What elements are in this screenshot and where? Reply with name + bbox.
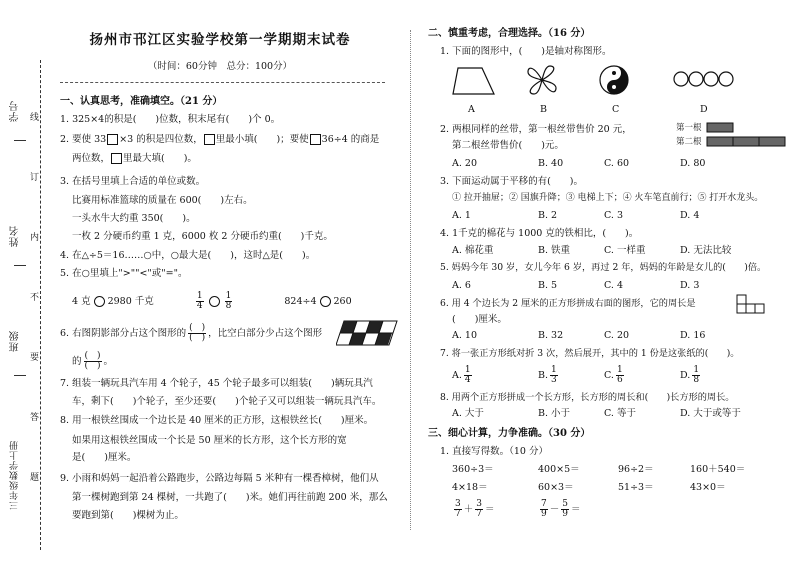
- calc-item: 51÷3＝: [618, 482, 654, 493]
- question-r8: 8. 用两个正方形拼成一个长方形，长方形的周长和( )长方形的周长。: [440, 392, 735, 403]
- r5-option-b: B. 5: [538, 280, 558, 291]
- calc-item: 96÷2＝: [618, 464, 654, 475]
- r8-option-d: D. 大于或等于: [680, 408, 741, 419]
- r2-option-c: C. 60: [604, 158, 630, 169]
- grade-label: 三年级数学上册: [10, 440, 20, 510]
- question-9: 9. 小雨和妈妈一起沿着公路跑步，公路边每隔 5 米种有一棵香樟树，他们从: [60, 473, 379, 484]
- question-6: 6. 右图阴影部分占这个图形的 $\frac{( )}{( )}$ ，比空白部分少占这个图形: [60, 323, 323, 343]
- fraction: $\frac{1}{8}$: [225, 291, 232, 311]
- section-2-heading: 二、慎重考虑，合理选择。（16 分）: [428, 28, 591, 39]
- r7-option-d: D. $\frac{1}{8}$: [680, 365, 700, 385]
- question-8-cont: 如果用这根铁丝围成一个长是 50 厘米的长方形，这个长方形的宽: [72, 435, 347, 446]
- r2-option-d: D. 80: [680, 158, 706, 169]
- yin-yang-figure: [598, 64, 630, 96]
- r7-option-a: A. $\frac{1}{4}$: [452, 365, 471, 385]
- seal-char: 订: [30, 173, 40, 183]
- section-3-heading: 三、细心计算，力争准确。（30 分）: [428, 428, 591, 439]
- section-1-heading: 一、认真思考，准确填空。（21 分）: [60, 96, 223, 107]
- question-2-cont: 两位数， 里最大填( )。: [72, 153, 197, 164]
- number-label: 学号: [10, 100, 21, 122]
- question-9-cont2: 要跑到第( )棵树为止。: [72, 510, 184, 521]
- binding-strip: [6, 60, 46, 550]
- question-r2-cont: 第二根丝带售价( )元。: [452, 140, 564, 151]
- seal-char: 答: [30, 413, 40, 423]
- compare-circle: [320, 296, 331, 307]
- title-separator: [60, 82, 385, 83]
- question-1: 1. 325×4的积是( )位数，积末尾有( )个 0。: [60, 114, 281, 125]
- question-2: 2. 要使 33 ×3 的积是四位数， 里最小填( )；要使 36÷4 的商是: [60, 134, 380, 145]
- r4-option-a: A. 棉花重: [452, 245, 494, 256]
- shaded-parallelogram-figure: [336, 320, 398, 346]
- question-5-items: 4 克 2980 千克 $\frac{1}{4}$ $\frac{1}{8}$ 824÷4 260: [72, 291, 352, 311]
- five-rings-figure: [672, 70, 738, 92]
- r6-option-a: A. 10: [452, 330, 477, 341]
- question-4: 4. 在△÷5＝16……○中，○最大是( )，这时△是( )。: [60, 250, 316, 261]
- r5-option-d: D. 3: [680, 280, 700, 291]
- question-6-cont: 的 $\frac{( )}{( )}$ 。: [72, 351, 114, 371]
- r7-option-b: B. $\frac{1}{3}$: [538, 365, 557, 385]
- compare-circle: [209, 296, 220, 307]
- compare-circle: [94, 296, 105, 307]
- question-5: 5. 在○里填上">""<"或"="。: [60, 268, 188, 279]
- trapezoid-figure: [452, 66, 496, 96]
- squares-figure: [736, 294, 766, 324]
- option-d-label: D: [700, 104, 708, 115]
- seal-char: 要: [30, 353, 40, 363]
- question-3: 3. 在括号里填上合适的单位或数。: [60, 176, 206, 187]
- question-9-cont: 第一棵树跑到第 24 棵树，一共跑了( )米。她们再往前跑 200 米，那么: [72, 492, 388, 503]
- r3-option-b: B. 2: [538, 210, 558, 221]
- question-r3: 3. 下面运动属于平移的有( )。: [440, 176, 583, 187]
- question-r5: 5. 妈妈今年 30 岁，女儿今年 6 岁，再过 2 年，妈妈的年龄是女儿的( )倍。: [440, 262, 767, 273]
- calc-item: 43×0＝: [690, 482, 726, 493]
- ribbon-1-label: 第一根: [676, 123, 702, 133]
- cross-figure: [524, 62, 560, 98]
- calc-item-fraction: $\frac{7}{9}$ － $\frac{5}{9}$ ＝: [541, 499, 581, 519]
- fraction: $\frac{1}{4}$: [196, 291, 203, 311]
- ribbon-bars-figure: [706, 122, 786, 150]
- blank-box: [107, 134, 118, 145]
- blank-box: [310, 134, 321, 145]
- r5-option-a: A. 6: [452, 280, 471, 291]
- r4-option-b: B. 铁重: [538, 245, 571, 256]
- question-r6-cont: ( )厘米。: [452, 314, 507, 325]
- question-3c: 一枚 2 分硬币约重 1 克，6000 枚 2 分硬币约重( )千克。: [72, 231, 333, 242]
- column-divider: [410, 30, 411, 530]
- calc-item-fraction: $\frac{3}{7}$ ＋ $\frac{3}{7}$ ＝: [455, 499, 495, 519]
- r6-option-d: D. 16: [680, 330, 706, 341]
- binding-dashed-line: [40, 60, 41, 550]
- r3-option-d: D. 4: [680, 210, 700, 221]
- calc-item: 60×3＝: [538, 482, 574, 493]
- question-r3-items: ① 拉开抽屉；② 国旗升降；③ 电梯上下；④ 火车笔直前行；⑤ 打开水龙头。: [452, 193, 764, 203]
- r4-option-c: C. 一样重: [604, 245, 646, 256]
- r7-option-c: C. $\frac{1}{6}$: [604, 365, 623, 385]
- r2-option-a: A. 20: [452, 158, 477, 169]
- option-b-label: B: [540, 104, 547, 115]
- calc-item: 400×5＝: [538, 464, 580, 475]
- option-c-label: C: [612, 104, 620, 115]
- question-r4: 4. 1千克的棉花与 1000 克的铁相比，( )。: [440, 228, 639, 239]
- r3-option-c: C. 3: [604, 210, 624, 221]
- r2-option-b: B. 40: [538, 158, 564, 169]
- question-r6: 6. 用 4 个边长为 2 厘米的正方形拼成右面的图形，它的周长是: [440, 298, 696, 309]
- r8-option-a: A. 大于: [452, 408, 484, 419]
- r4-option-d: D. 无法比较: [680, 245, 732, 256]
- page-title: 扬州市邗江区实验学校第一学期期末试卷: [89, 32, 351, 48]
- question-3b: 一头水牛大约重 350( )。: [72, 213, 196, 224]
- question-r2: 2. 两根同样的丝带，第一根丝带售价 20 元，: [440, 124, 632, 135]
- calc-item: 4×18＝: [452, 482, 488, 493]
- question-8: 8. 用一根铁丝围成一个边长是 40 厘米的正方形，这根铁丝长( )厘米。: [60, 415, 374, 426]
- seal-char: 线: [30, 113, 40, 123]
- question-r7: 7. 将一张正方形纸对折 3 次，然后展开，其中的 1 份是这张纸的( )。: [440, 348, 740, 359]
- calc-instruction: 1. 直接写得数。（10 分）: [440, 446, 548, 457]
- r6-option-b: B. 32: [538, 330, 564, 341]
- question-3a: 比赛用标准篮球的质量在 600( )左右。: [72, 195, 253, 206]
- question-7: 7. 组装一辆玩具汽车用 4 个轮子，45 个轮子最多可以组装( )辆玩具汽: [60, 378, 373, 389]
- page-subtitle: （时间：60分钟 总分：100分）: [147, 61, 293, 72]
- name-label: 姓名: [10, 225, 21, 247]
- question-7-cont: 车，剩下( )个轮子，至少还要( )个轮子又可以组装一辆玩具汽车。: [72, 396, 382, 407]
- option-a-label: A: [468, 104, 475, 115]
- r5-option-c: C. 4: [604, 280, 624, 291]
- calc-item: 160＋540＝: [690, 464, 746, 475]
- ribbon-2-label: 第二根: [676, 137, 702, 147]
- fraction-blank: $\frac{( )}{( )}$: [189, 323, 206, 343]
- seal-char: 内: [30, 233, 40, 243]
- seal-char: 不: [30, 293, 40, 303]
- r8-option-c: C. 等于: [604, 408, 636, 419]
- question-r1: 1. 下面的图形中，( )是轴对称图形。: [440, 46, 612, 57]
- r3-option-a: A. 1: [452, 210, 471, 221]
- seal-char: 题: [30, 473, 40, 483]
- class-label: 班级: [10, 330, 21, 352]
- r8-option-b: B. 小于: [538, 408, 571, 419]
- blank-box: [204, 134, 215, 145]
- question-8-cont2: 是( )厘米。: [72, 452, 137, 463]
- r6-option-c: C. 20: [604, 330, 630, 341]
- blank-box: [111, 153, 122, 164]
- calc-item: 360÷3＝: [452, 464, 494, 475]
- fraction-blank: $\frac{( )}{( )}$: [84, 351, 101, 371]
